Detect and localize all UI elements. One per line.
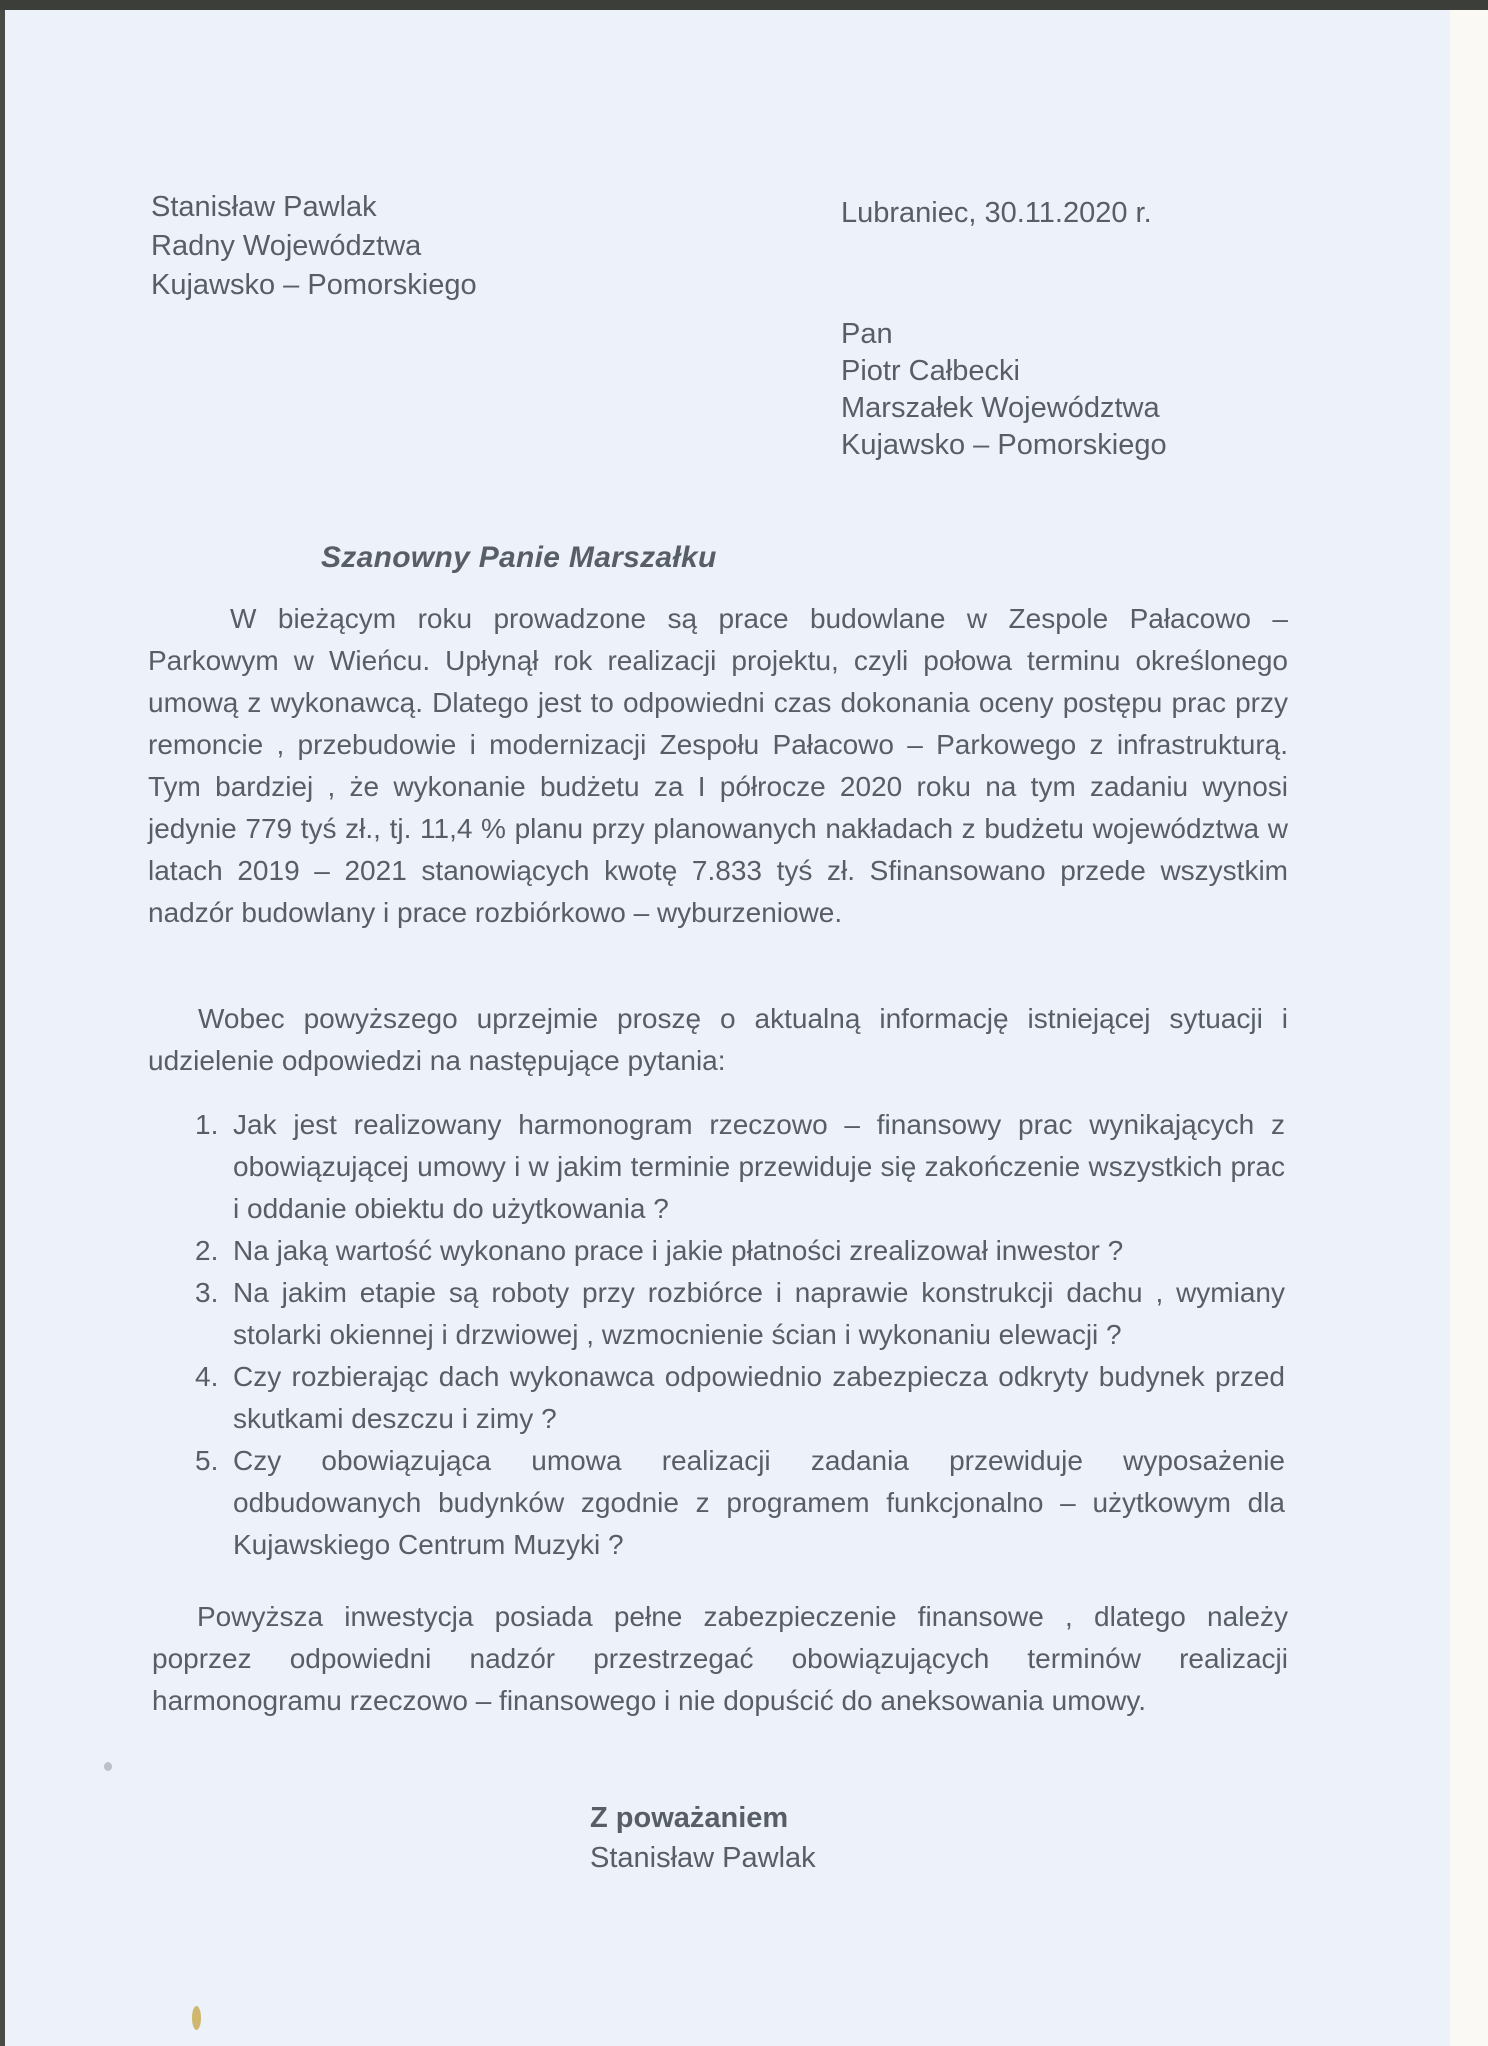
sender-region: Kujawsko – Pomorskiego xyxy=(151,269,477,301)
question-number: 5. xyxy=(195,1445,219,1476)
question-text: Na jakim etapie są roboty przy rozbiórce i naprawie konstrukcji dachu , wymiany stolarki okiennej i drzwiowej , wzmocnienie ścian i wykonaniu elewacji ? xyxy=(233,1277,1285,1350)
question-text: Jak jest realizowany harmonogram rzeczowo – finansowy prac wynikających z obowiązującej umowy i w jakim terminie przewiduje się zakończenie wszystkich prac i oddanie obiektu do użytkowania ? xyxy=(233,1109,1285,1224)
question-text: Czy rozbierając dach wykonawca odpowiednio zabezpiecza odkryty budynek przed skutkami deszczu i zimy ? xyxy=(233,1361,1285,1434)
body-paragraph-2: Wobec powyższego uprzejmie proszę o aktualną informację istniejącej sytuacji i udzielenie odpowiedzi na następujące pytania: xyxy=(148,1003,1288,1076)
dateline: Lubraniec, 30.11.2020 r. xyxy=(841,197,1152,229)
scan-artifact-speck xyxy=(104,1762,112,1771)
question-text: Czy obowiązująca umowa realizacji zadania przewiduje wyposażenie odbudowanych budynków zgodnie z programem funkcjonalno – użytkowym dla Kujawskiego Centrum Muzyki ? xyxy=(233,1445,1285,1560)
question-item xyxy=(195,1104,1285,1230)
recipient-block xyxy=(841,316,1167,464)
question-text: Na jaką wartość wykonano prace i jakie płatności zrealizował inwestor ? xyxy=(233,1235,1124,1266)
question-list xyxy=(195,1104,1285,1566)
question-number: 3. xyxy=(195,1277,219,1308)
question-number: 1. xyxy=(195,1109,219,1140)
closing-block xyxy=(590,1798,816,1878)
question-item xyxy=(195,1356,1285,1440)
question-item xyxy=(195,1440,1285,1566)
body-paragraph-3: Powyższa inwestycja posiada pełne zabezpieczenie finansowe , dlatego należy poprzez odpowiedni nadzór przestrzegać obowiązujących terminów realizacji harmonogramu rzeczowo – finansowego i nie dopuścić do aneksowania umowy. xyxy=(152,1601,1288,1716)
recipient-title: Marszałek Województwa xyxy=(841,392,1160,424)
sender-title: Radny Województwa xyxy=(151,230,422,262)
question-item xyxy=(195,1230,1285,1272)
signature-name: Stanisław Pawlak xyxy=(590,1842,816,1874)
valediction: Z poważaniem xyxy=(590,1802,789,1834)
body-paragraph-1: W bieżącym roku prowadzone są prace budowlane w Zespole Pałacowo – Parkowym w Wieńcu. Upłynął rok realizacji projektu, czyli połowa terminu określonego umową z wykonawcą. Dlatego jest to odpowiedni czas dokonania oceny postępu prac przy remoncie , przebudowie i modernizacji Zespołu Pałacowo – Parkowego z infrastrukturą. Tym bardziej , że wykonanie budżetu za I półrocze 2020 roku na tym zadaniu wynosi jedynie 779 tyś zł., tj. 11,4 % planu przy planowanych nakładach z budżetu województwa w latach 2019 – 2021 stanowiących kwotę 7.833 tyś zł. Sfinansowano przede wszystkim nadzór budowlany i prace rozbiórkowo – wyburzeniowe. xyxy=(148,603,1288,928)
sender-block xyxy=(151,188,477,305)
sender-name: Stanisław Pawlak xyxy=(151,191,377,223)
question-number: 2. xyxy=(195,1235,219,1266)
recipient-name: Piotr Całbecki xyxy=(841,355,1020,387)
question-item xyxy=(195,1272,1285,1356)
question-number: 4. xyxy=(195,1361,219,1392)
recipient-region: Kujawsko – Pomorskiego xyxy=(841,429,1167,461)
scan-artifact-speck xyxy=(192,2006,201,2030)
recipient-honorific: Pan xyxy=(841,318,893,350)
salutation: Szanowny Panie Marszałku xyxy=(321,541,717,574)
